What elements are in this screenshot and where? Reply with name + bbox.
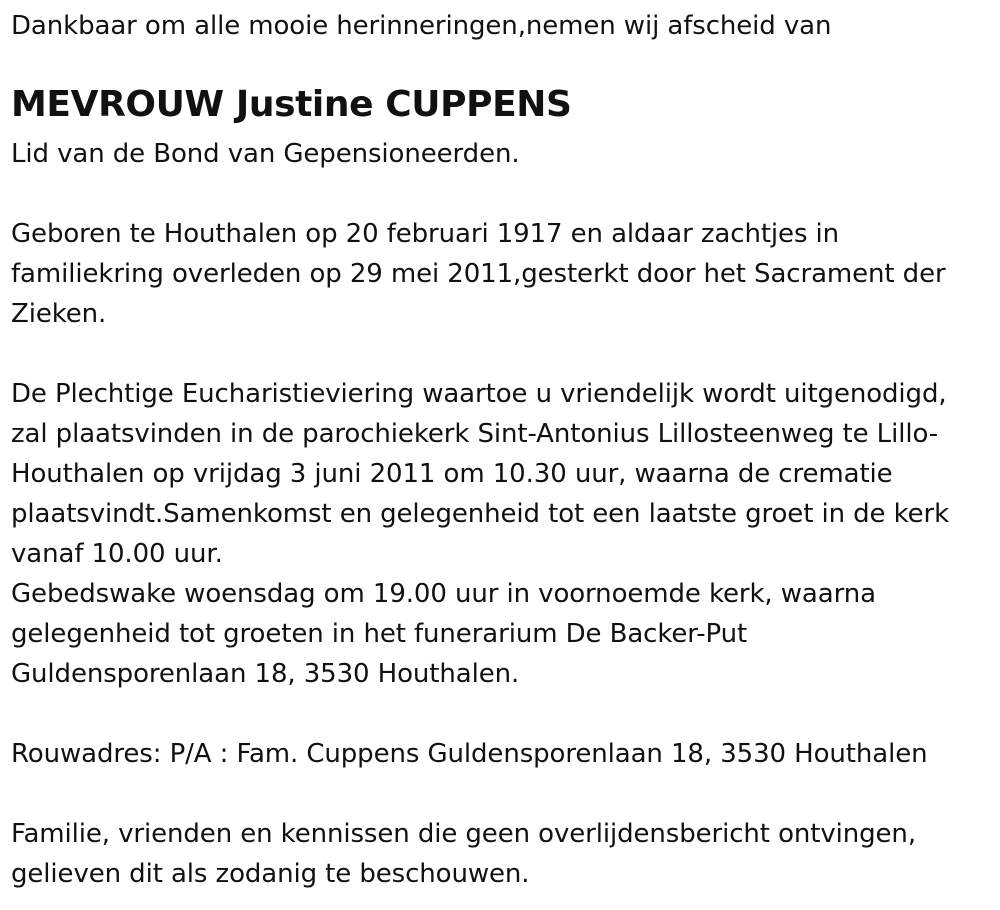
wake-line: Guldensporenlaan 18, 3530 Houthalen. (11, 659, 520, 689)
deceased-subtitle: Lid van de Bond van Gepensioneerden. (11, 139, 520, 169)
birth-line: Geboren te Houthalen op 20 februari 1917 en aldaar zachtjes in (11, 219, 840, 249)
service-line: zal plaatsvinden in de parochiekerk Sint-Antonius Lillosteenweg te Lillo- (11, 419, 939, 449)
closing-line: gelieven dit als zodanig te beschouwen. (11, 859, 530, 889)
service-line: vanaf 10.00 uur. (11, 539, 223, 569)
mourning-address: Rouwadres: P/A : Fam. Cuppens Guldensporenlaan 18, 3530 Houthalen (11, 739, 928, 769)
deceased-name: MEVROUW Justine CUPPENS (11, 84, 572, 125)
wake-line: Gebedswake woensdag om 19.00 uur in voornoemde kerk, waarna (11, 579, 876, 609)
service-line: De Plechtige Eucharistieviering waartoe u vriendelijk wordt uitgenodigd, (11, 379, 947, 409)
closing-line: Familie, vrienden en kennissen die geen overlijdensbericht ontvingen, (11, 819, 916, 849)
service-line: plaatsvindt.Samenkomst en gelegenheid tot een laatste groet in de kerk (11, 499, 950, 529)
birth-line: familiekring overleden op 29 mei 2011,gesterkt door het Sacrament der (11, 259, 946, 289)
wake-line: gelegenheid tot groeten in het funerarium De Backer-Put (11, 619, 748, 649)
birth-line: Zieken. (11, 299, 107, 329)
intro-text: Dankbaar om alle mooie herinneringen,nemen wij afscheid van (11, 11, 832, 41)
service-line: Houthalen op vrijdag 3 juni 2011 om 10.30 uur, waarna de crematie (11, 459, 893, 489)
